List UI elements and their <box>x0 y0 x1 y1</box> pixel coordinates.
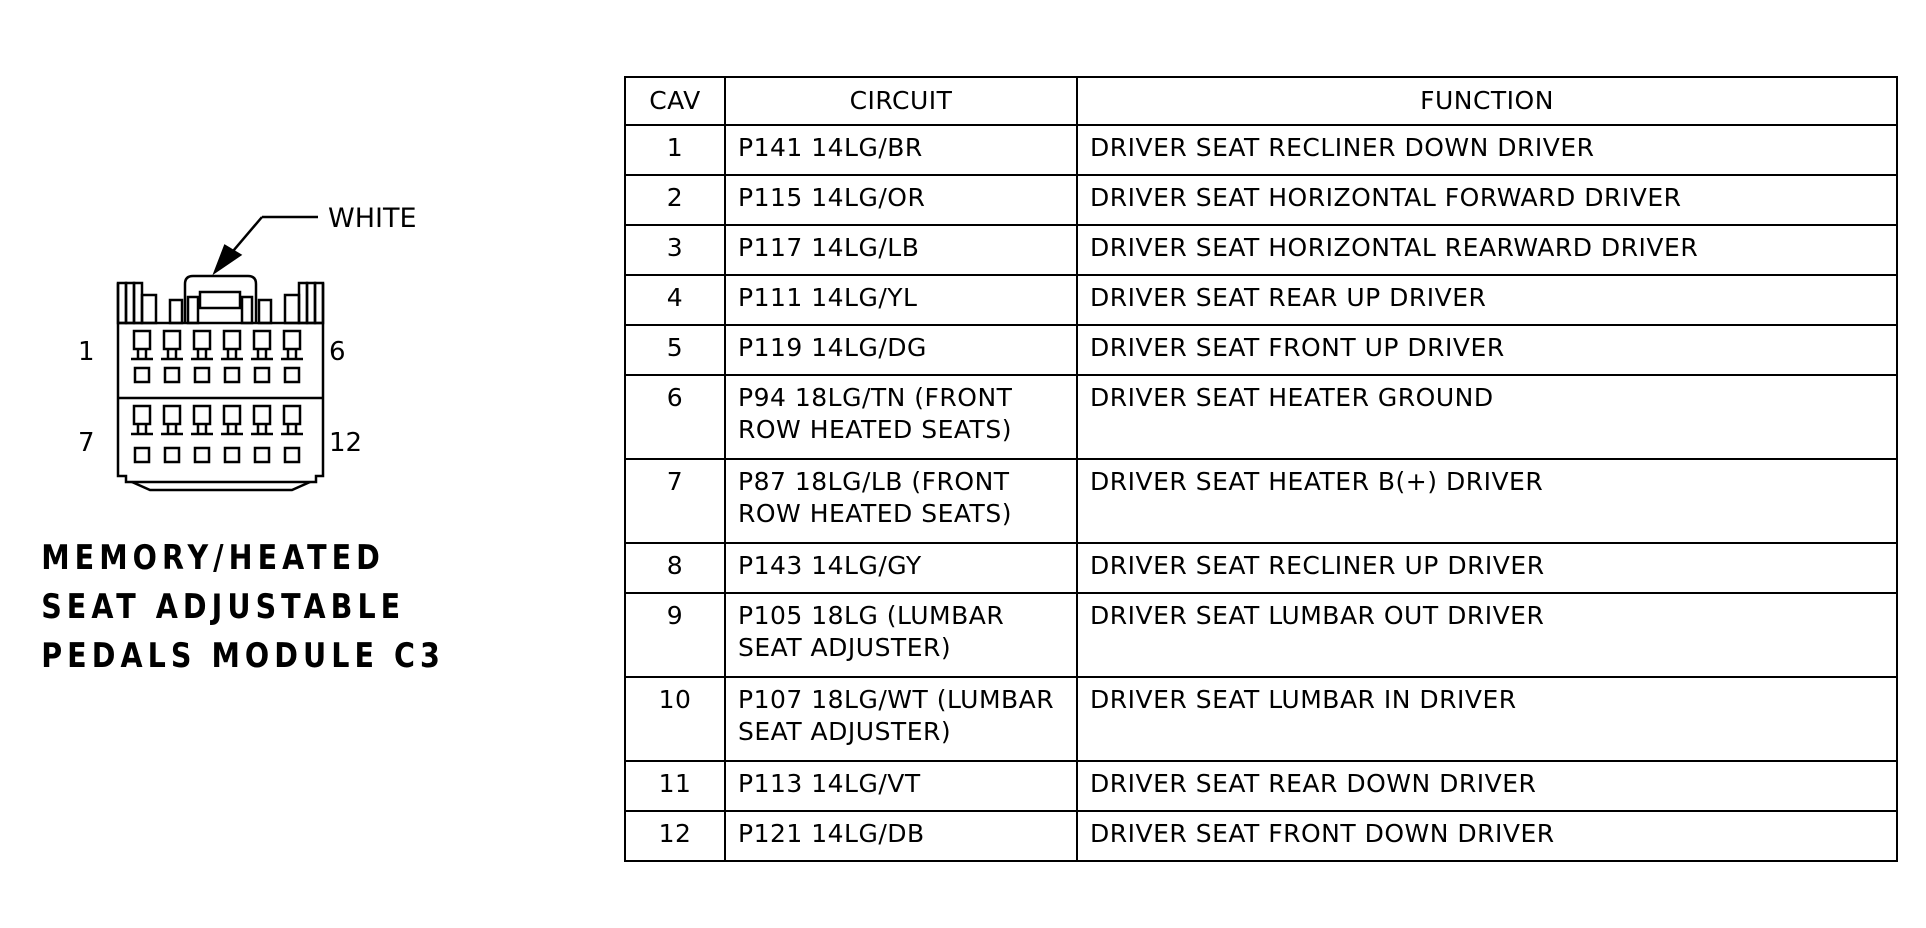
pin-label-12: 12 <box>329 428 363 458</box>
cavity-12 <box>281 406 303 462</box>
table-row <box>625 459 1897 543</box>
cavity-8 <box>161 406 183 462</box>
cav-cell: 11 <box>625 761 725 811</box>
function-cell: DRIVER SEAT REAR DOWN DRIVER <box>1077 761 1897 811</box>
pin-label-1: 1 <box>78 337 95 367</box>
circuit-cell: P121 14LG/DB <box>725 811 1077 861</box>
circuit-cell: P141 14LG/BR <box>725 125 1077 175</box>
table-row <box>625 543 1897 593</box>
table-row <box>625 325 1897 375</box>
cav-cell: 2 <box>625 175 725 225</box>
cavity-1 <box>131 331 153 382</box>
circuit-cell: P113 14LG/VT <box>725 761 1077 811</box>
table-row <box>625 375 1897 459</box>
function-cell: DRIVER SEAT HEATER GROUND <box>1077 375 1897 459</box>
cavity-9 <box>191 406 213 462</box>
cav-cell: 1 <box>625 125 725 175</box>
function-cell: DRIVER SEAT RECLINER UP DRIVER <box>1077 543 1897 593</box>
connector-color-label: WHITE <box>328 203 417 234</box>
cav-cell: 9 <box>625 593 725 677</box>
circuit-cell: P87 18LG/LB (FRONT ROW HEATED SEATS) <box>725 459 1077 543</box>
pin-label-7: 7 <box>78 428 95 458</box>
cavity-3 <box>191 331 213 382</box>
table-row <box>625 811 1897 861</box>
pin-label-6: 6 <box>329 337 346 367</box>
table-row <box>625 175 1897 225</box>
table-row <box>625 761 1897 811</box>
cavity-11 <box>251 406 273 462</box>
circuit-cell: P94 18LG/TN (FRONT ROW HEATED SEATS) <box>725 375 1077 459</box>
function-cell: DRIVER SEAT HEATER B(+) DRIVER <box>1077 459 1897 543</box>
circuit-cell: P107 18LG/WT (LUMBAR SEAT ADJUSTER) <box>725 677 1077 761</box>
circuit-cell: P105 18LG (LUMBAR SEAT ADJUSTER) <box>725 593 1077 677</box>
function-cell: DRIVER SEAT LUMBAR OUT DRIVER <box>1077 593 1897 677</box>
cav-cell: 8 <box>625 543 725 593</box>
cav-cell: 3 <box>625 225 725 275</box>
function-cell: DRIVER SEAT FRONT DOWN DRIVER <box>1077 811 1897 861</box>
circuit-cell: P115 14LG/OR <box>725 175 1077 225</box>
table-row <box>625 677 1897 761</box>
circuit-cell: P143 14LG/GY <box>725 543 1077 593</box>
cav-cell: 6 <box>625 375 725 459</box>
table-row <box>625 593 1897 677</box>
function-cell: DRIVER SEAT RECLINER DOWN DRIVER <box>1077 125 1897 175</box>
function-cell: DRIVER SEAT FRONT UP DRIVER <box>1077 325 1897 375</box>
cavity-2 <box>161 331 183 382</box>
cavity-10 <box>221 406 243 462</box>
table-header-row <box>625 77 1897 125</box>
header-circuit: CIRCUIT <box>725 77 1077 125</box>
function-cell: DRIVER SEAT LUMBAR IN DRIVER <box>1077 677 1897 761</box>
cav-cell: 4 <box>625 275 725 325</box>
connector-title-line-2: SEAT ADJUSTABLE <box>41 587 406 627</box>
circuit-cell: P119 14LG/DG <box>725 325 1077 375</box>
header-cav: CAV <box>625 77 725 125</box>
cavity-5 <box>251 331 273 382</box>
circuit-cell: P111 14LG/YL <box>725 275 1077 325</box>
cav-cell: 5 <box>625 325 725 375</box>
cav-cell: 7 <box>625 459 725 543</box>
circuit-cell: P117 14LG/LB <box>725 225 1077 275</box>
white-label-leader <box>215 217 318 272</box>
cavity-row-top <box>131 331 303 382</box>
cavity-7 <box>131 406 153 462</box>
cav-cell: 12 <box>625 811 725 861</box>
table-row <box>625 125 1897 175</box>
function-cell: DRIVER SEAT HORIZONTAL FORWARD DRIVER <box>1077 175 1897 225</box>
table-row <box>625 225 1897 275</box>
function-cell: DRIVER SEAT REAR UP DRIVER <box>1077 275 1897 325</box>
connector-title-line-1: MEMORY/HEATED <box>41 538 385 578</box>
connector-face-diagram <box>0 0 620 928</box>
header-function: FUNCTION <box>1077 77 1897 125</box>
cavity-row-bottom <box>131 406 303 462</box>
function-cell: DRIVER SEAT HORIZONTAL REARWARD DRIVER <box>1077 225 1897 275</box>
table-row <box>625 275 1897 325</box>
cavity-4 <box>221 331 243 382</box>
pinout-table <box>624 76 1898 862</box>
cavity-6 <box>281 331 303 382</box>
connector-title <box>41 534 445 681</box>
connector-title-line-3: PEDALS MODULE C3 <box>41 636 445 676</box>
cav-cell: 10 <box>625 677 725 761</box>
